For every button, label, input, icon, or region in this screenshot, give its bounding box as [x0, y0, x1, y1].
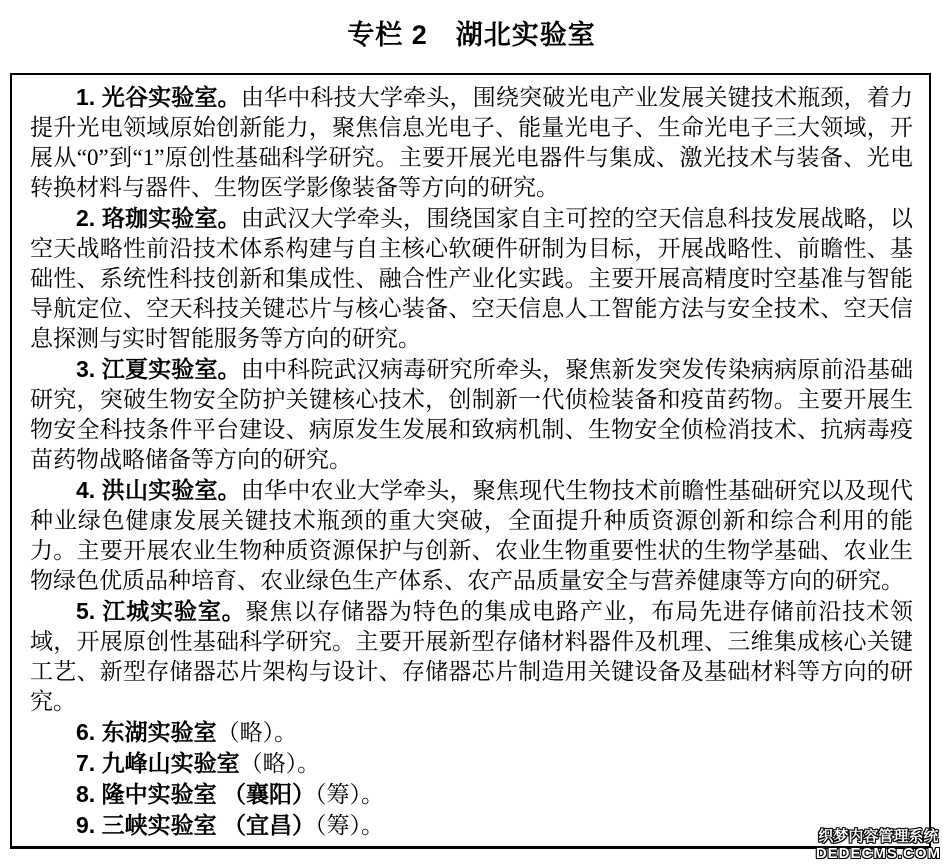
item-longzhong-suffix: （筹）。: [314, 782, 384, 807]
item-sanxia-label: 9. 三峡实验室 （宜昌）: [76, 812, 315, 838]
item-donghu-label: 6. 东湖实验室: [76, 719, 217, 745]
item-jiufengshan-label: 7. 九峰山实验室: [76, 750, 240, 776]
watermark-text-cn: 织梦内容管理系统: [818, 828, 939, 845]
paragraph-guanggu-label: 1. 光谷实验室。: [76, 84, 241, 110]
paragraph-jiangcheng-lab: [30, 596, 913, 717]
list-item-longzhong-lab: [30, 779, 913, 810]
paragraph-jiangxia-text: 由中科院武汉病毒研究所牵头，聚焦新发突发传染病病原前沿基础研究，突破生物安全防护关键核心技术，创制新一代侦检装备和疫苗药物。主要开展生物安全科技条件平台建设、病原发生发展和致病机制、生物安全侦检消技术、抗病毒疫苗药物战略储备等方向的研究。: [30, 357, 913, 472]
item-sanxia-suffix: （筹）。: [314, 813, 384, 838]
paragraph-guanggu-lab: [30, 82, 913, 203]
paragraph-luojia-text: 由武汉大学牵头，围绕国家自主可控的空天信息科技发展战略，以空天战略性前沿技术体系构建与自主核心软硬件研制为目标，开展战略性、前瞻性、基础性、系统性科技创新和集成性、融合性产业化实践。主要开展高精度时空基准与智能导航定位、空天科技关键芯片与核心装备、空天信息人工智能方法与安全技术、空天信息探测与实时智能服务等方向的研究。: [30, 206, 913, 351]
list-item-sanxia-lab: [30, 810, 913, 841]
labs-box: [10, 73, 931, 849]
paragraph-jiangxia-lab: [30, 354, 913, 475]
paragraph-luojia-label: 2. 珞珈实验室。: [76, 205, 241, 231]
paragraph-jiangcheng-text: 聚焦以存储器为特色的集成电路产业，布局先进存储前沿技术领域，开展原创性基础科学研究。主要开展新型存储材料器件及机理、三维集成核心关键工艺、新型存储器芯片架构与设计、存储器芯片制造用关键设备及基础材料等方向的研究。: [30, 599, 914, 714]
item-donghu-suffix: （略）。: [216, 720, 298, 745]
list-item-jiufengshan-lab: [30, 748, 913, 779]
dedecms-watermark: [816, 828, 941, 862]
item-longzhong-label: 8. 隆中实验室 （襄阳）: [76, 781, 315, 807]
paragraph-jiangcheng-label: 5. 江城实验室。: [76, 598, 246, 624]
list-item-donghu-lab: [30, 717, 913, 748]
paragraph-guanggu-text: 由华中科技大学牵头，围绕突破光电产业发展关键技术瓶颈，着力提升光电领域原始创新能力，聚焦信息光电子、能量光电子、生命光电子三大领域，开展从“0”到“1”原创性基础科学研究。主要开展光电器件与集成、激光技术与装备、光电转换材料与器件、生物医学影像装备等方向的研究。: [30, 85, 913, 200]
paragraph-luojia-lab: [30, 203, 913, 354]
page-title: 专栏 2 湖北实验室: [347, 20, 596, 50]
paragraph-jiangxia-label: 3. 江夏实验室。: [76, 356, 241, 382]
paragraph-hongshan-lab: [30, 475, 913, 596]
paragraph-hongshan-text: 由华中农业大学牵头，聚焦现代生物技术前瞻性基础研究以及现代种业绿色健康发展关键技术瓶颈的重大突破，全面提升种质资源创新和综合利用的能力。主要开展农业生物种质资源保护与创新、农业生物重要性状的生物学基础、农业生物绿色优质品种培育、农业绿色生产体系、农产品质量安全与营养健康等方向的研究。: [30, 478, 913, 593]
paragraph-hongshan-label: 4. 洪山实验室。: [76, 477, 241, 503]
item-jiufengshan-suffix: （略）。: [239, 751, 321, 776]
watermark-text-en: DEDECMS.COM: [815, 845, 941, 862]
